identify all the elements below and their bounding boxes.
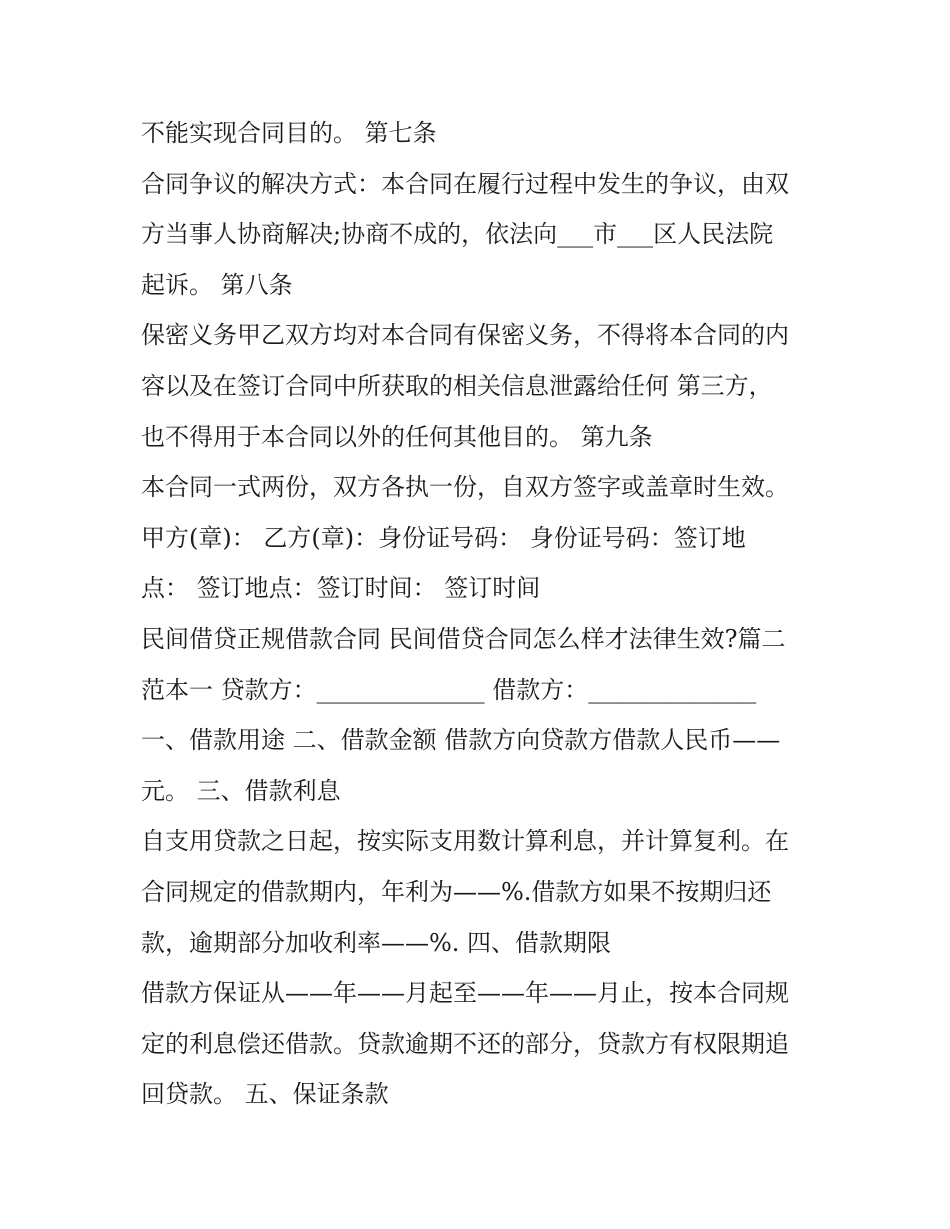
text-line: 也不得用于本合同以外的任何其他目的。 第九条 bbox=[141, 422, 653, 451]
text-line: 甲方(章)： 乙方(章)：身份证号码： 身份证号码：签订地 bbox=[141, 523, 746, 552]
text-line: 起诉。 第八条 bbox=[141, 270, 293, 299]
text-line: 款，逾期部分加收利率——%. 四、借款期限 bbox=[141, 928, 612, 957]
text-line: 容以及在签订合同中所获取的相关信息泄露给任何 第三方， bbox=[141, 371, 773, 400]
text-line: 合同规定的借款期内，年利为——%.借款方如果不按期归还 bbox=[141, 877, 772, 906]
text-line: 元。 三、借款利息 bbox=[141, 776, 341, 805]
text-line: 民间借贷正规借款合同 民间借贷合同怎么样才法律生效?篇二 bbox=[141, 624, 786, 653]
document-body bbox=[141, 108, 831, 1120]
text-line: 不能实现合同目的。 第七条 bbox=[141, 119, 437, 147]
text-line: 定的利息偿还借款。贷款逾期不还的部分，贷款方有权限期追 bbox=[141, 1029, 789, 1058]
text-line: 范本一 贷款方：______________ 借款方：______________ bbox=[141, 675, 757, 704]
text-line: 点： 签订地点：签订时间： 签订时间 bbox=[141, 574, 541, 603]
text-line: 合同争议的解决方式：本合同在履行过程中发生的争议，由双 bbox=[141, 169, 789, 198]
text-line: 回贷款。 五、保证条款 bbox=[141, 1080, 389, 1109]
text-line: 保密义务甲乙双方均对本合同有保密义务，不得将本合同的内 bbox=[141, 321, 789, 350]
text-line: 方当事人协商解决;协商不成的，依法向___市___区人民法院 bbox=[141, 220, 774, 249]
text-line: 一、借款用途 二、借款金额 借款方向贷款方借款人民币—— bbox=[141, 726, 781, 755]
text-line: 借款方保证从——年——月起至——年——月止，按本合同规 bbox=[141, 979, 789, 1008]
text-line: 自支用贷款之日起，按实际支用数计算利息，并计算复利。在 bbox=[141, 827, 789, 856]
text-line: 本合同一式两份，双方各执一份，自双方签字或盖章时生效。 bbox=[141, 473, 789, 502]
